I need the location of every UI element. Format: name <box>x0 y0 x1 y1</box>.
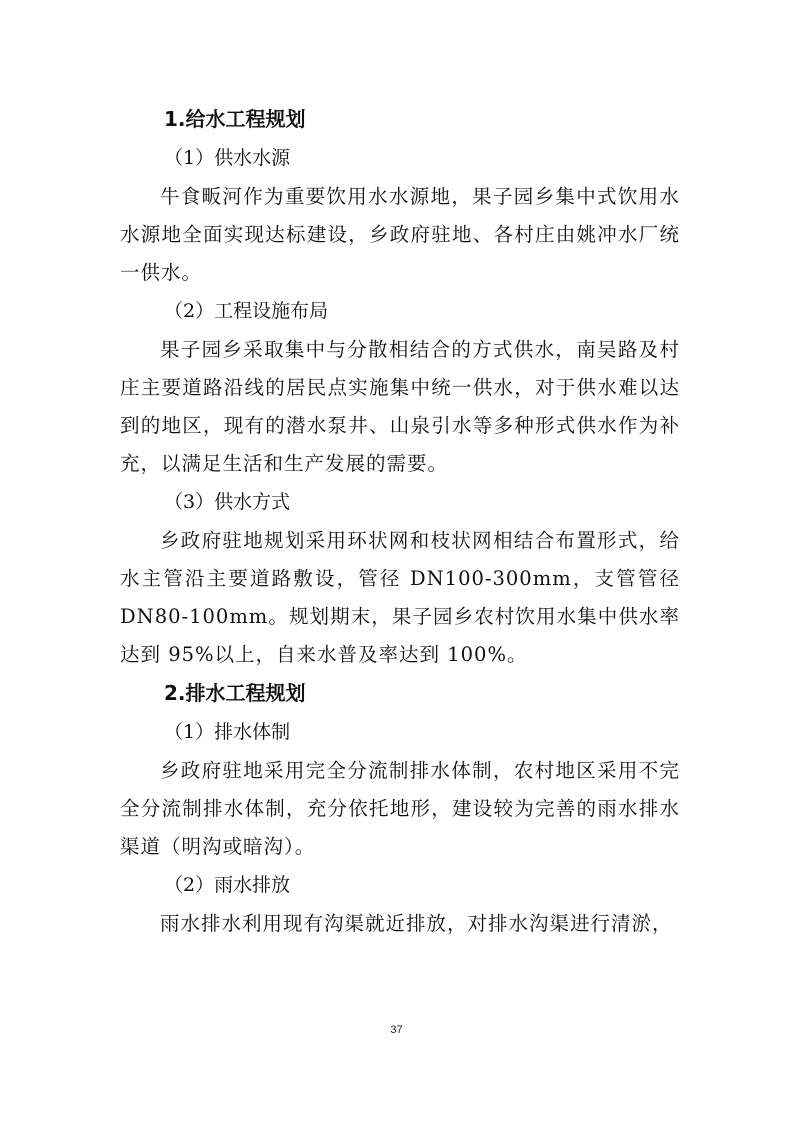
subheading-supply-method: （3）供水方式 <box>164 491 291 513</box>
paragraph-facility-layout: 果子园乡采取集中与分散相结合的方式供水，南吴路及村庄主要道路沿线的居民点实施集中统一供水，对于供水难以达到的地区，现有的潜水泵井、山泉引水等多种形式供水作为补充，以满足生活和生产发展的需要。 <box>120 338 680 475</box>
paragraph-rainwater-discharge: 雨水排水利用现有沟渠就近排放，对排水沟渠进行清淤， <box>160 912 673 935</box>
page-number: 37 <box>390 1024 403 1036</box>
subheading-drainage-system: （1）排水体制 <box>164 721 291 743</box>
subheading-water-source: （1）供水水源 <box>164 147 291 169</box>
paragraph-water-source: 牛食畈河作为重要饮用水水源地，果子园乡集中式饮用水水源地全面实现达标建设，乡政府驻地、各村庄由姚冲水厂统一供水。 <box>120 185 680 284</box>
page-content <box>120 100 680 943</box>
section-heading-drainage: 2.排水工程规划 <box>164 681 306 705</box>
subheading-rainwater-discharge: （2）雨水排放 <box>164 874 291 896</box>
paragraph-drainage-system: 乡政府驻地采用完全分流制排水体制，农村地区采用不完全分流制排水体制，充分依托地形，建设较为完善的雨水排水渠道（明沟或暗沟）。 <box>120 759 680 858</box>
paragraph-supply-method: 乡政府驻地规划采用环状网和枝状网相结合布置形式，给水主管沿主要道路敷设，管径 DN100-300mm，支管管径 DN80-100mm。规划期末，果子园乡农村饮用水集中供水率达到 95%以上，自来水普及率达到 100%。 <box>120 529 680 666</box>
subheading-facility-layout: （2）工程设施布局 <box>164 300 329 322</box>
section-heading-water-supply: 1.给水工程规划 <box>164 107 306 131</box>
